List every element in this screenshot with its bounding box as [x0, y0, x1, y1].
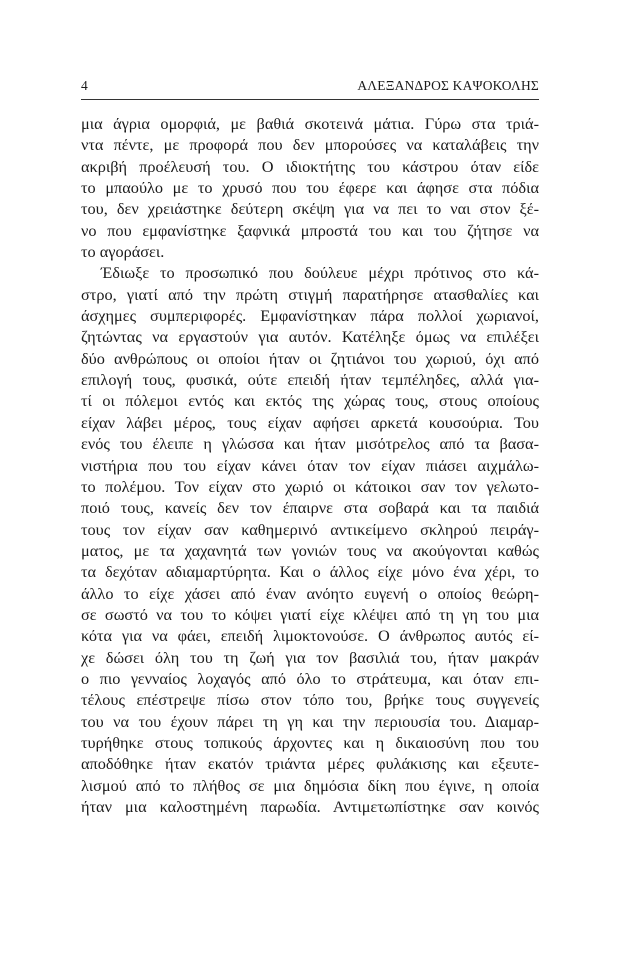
- text-line: αποδόθηκε ήταν εκατόν τριάντα μέρες φυλάκισης και εξευτε-: [81, 754, 539, 774]
- text-line: στρο, γιατί από την πρώτη στιγμή παρατήρησε ατασθαλίες και: [81, 284, 539, 304]
- text-line: ντα πέντε, με προφορά που δεν μπορούσες να καταλάβεις την: [81, 135, 539, 155]
- text-line: είχαν λάβει μέρος, τους είχαν αφήσει αρκετά κουσούρια. Του: [81, 412, 539, 432]
- text-line: τί οι πόλεμοι εντός και εκτός της χώρας τους, στους οποίους: [81, 391, 539, 411]
- text-line: τους τον είχαν σαν καθημερινό αντικείμενο σκληρού πειράγ-: [81, 519, 539, 539]
- text-line: νιστήρια που του είχαν κάνει όταν τον είχαν πιάσει αιχμάλω-: [81, 455, 539, 475]
- text-line: σε σωστό να του το κόψει γιατί είχε κλέψει από τη γη του μια: [81, 604, 539, 624]
- text-line: άσχημες συμπεριφορές. Εμφανίστηκαν πάρα πολλοί χωριανοί,: [81, 306, 539, 326]
- text-line: άλλο το είχε χάσει από έναν ανόητο ευγενή ο οποίος θεώρη-: [81, 583, 539, 603]
- running-head-author: ΑΛΕΞΑΝΔΡΟΣ ΚΑΨΟΚΟΛΗΣ: [357, 78, 539, 93]
- header-rule: [81, 99, 539, 100]
- text-line: του να του έχουν πάρει τη γη και την περιουσία του. Διαμαρ-: [81, 711, 539, 731]
- text-line: τέλους επέστρεψε πίσω στον τόπο του, βρήκε τους συγγενείς: [81, 690, 539, 710]
- text-line: τυρήθηκε στους τοπικούς άρχοντες και η δικαιοσύνη που του: [81, 732, 539, 752]
- running-head: [81, 78, 539, 98]
- text-line: μια άγρια ομορφιά, με βαθιά σκοτεινά μάτια. Γύρω στα τριά-: [81, 114, 539, 133]
- text-line: Έδιωξε το προσωπικό που δούλευε μέχρι πρότινος στο κά-: [101, 263, 539, 283]
- text-line: δύο ανθρώπους οι οποίοι ήταν οι ζητιάνοι του χωριού, όχι από: [81, 348, 539, 368]
- text-line: του, δεν χρειάστηκε δεύτερη σκέψη για να πει το ναι στον ξέ-: [81, 199, 539, 219]
- paragraph: [81, 262, 539, 817]
- text-line: νο που εμφανίστηκε ξαφνικά μπροστά του και του ζήτησε να: [81, 220, 539, 240]
- text-line: επιλογή τους, φυσικά, ούτε επειδή ήταν τεμπέληδες, αλλά για-: [81, 370, 539, 390]
- paragraph: [81, 113, 539, 262]
- text-line: ήταν μια καλοστημένη παρωδία. Αντιμετωπίστηκε σαν κοινός: [81, 797, 539, 816]
- text-line: τα δεχόταν αδιαμαρτύρητα. Και ο άλλος είχε μόνο ένα χέρι, το: [81, 562, 539, 582]
- text-line: ποιό τους, κανείς δεν τον έπαιρνε στα σοβαρά και τα παιδιά: [81, 498, 539, 518]
- text-line: το πολέμου. Τον είχαν στο χωριό οι κάτοικοι σαν τον γελωτο-: [81, 476, 539, 496]
- text-line: ακριβή προέλευσή του. Ο ιδιοκτήτης του κάστρου όταν είδε: [81, 156, 539, 176]
- page-number: 4: [81, 78, 88, 93]
- text-line: χε δώσει όλη του τη ζωή για τον βασιλιά του, ήταν μακράν: [81, 647, 539, 667]
- text-line: λισμού από το πλήθος σε μια δημόσια δίκη που έγινε, η οποία: [81, 775, 539, 795]
- text-line: κότα για να φάει, επειδή λιμοκτονούσε. Ο άνθρωπος αυτός εί-: [81, 626, 539, 646]
- text-line: το αγοράσει.: [81, 242, 165, 262]
- text-line: ο πιο γενναίος λοχαγός από όλο το στράτευμα, και όταν επι-: [81, 668, 539, 688]
- text-line: ζητώντας να εργαστούν για αυτόν. Κατέληξε όμως να επιλέξει: [81, 327, 539, 347]
- text-line: ενός του έλειπε η γλώσσα και ήταν μισότρελος από τα βασα-: [81, 434, 539, 454]
- text-line: ματος, με τα χαχανητά των γονιών τους να ακούγονται καθώς: [81, 540, 539, 560]
- text-line: το μπαούλο με το χρυσό που του έφερε και άφησε στα πόδια: [81, 178, 539, 198]
- body-text: [81, 113, 539, 817]
